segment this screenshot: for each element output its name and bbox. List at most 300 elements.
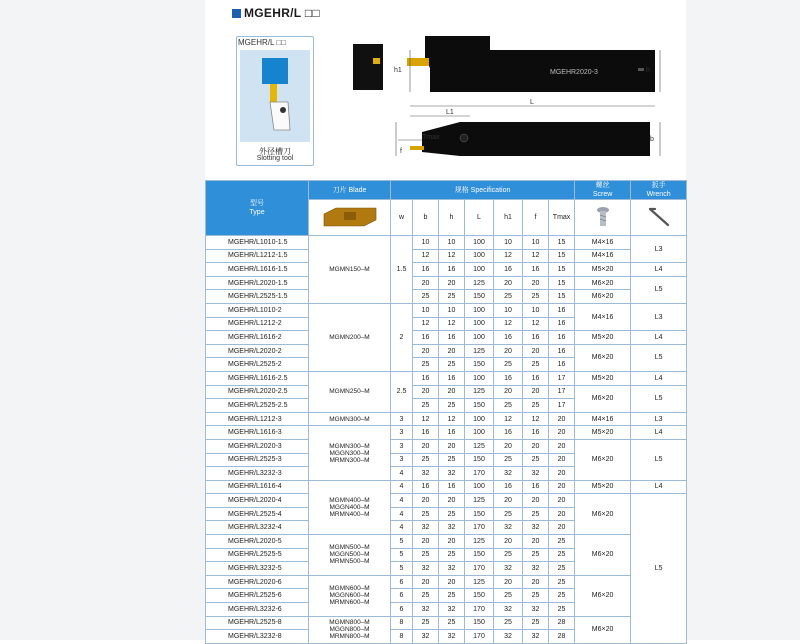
table-cell: M5×20 [575, 426, 631, 440]
table-cell: MGEHR/L3232-3 [206, 467, 309, 481]
table-cell: 25 [549, 562, 575, 576]
table-row [206, 385, 687, 399]
table-row [206, 236, 687, 250]
product-card-cn: 外径槽刀 [259, 147, 291, 156]
table-cell: L5 [631, 385, 687, 412]
table-cell: L4 [631, 426, 687, 440]
table-cell: MGMN600–M MGGN600–M MRMN600–M [309, 575, 391, 616]
table-cell: 4 [391, 507, 413, 521]
table-cell: M6×20 [575, 575, 631, 616]
table-cell: MGEHR/L1616-2.5 [206, 371, 309, 385]
table-cell: 25 [413, 616, 439, 630]
end-view-holder [353, 44, 383, 90]
table-cell: 150 [465, 290, 494, 304]
table-cell: 32 [523, 562, 549, 576]
table-row [206, 263, 687, 277]
table-row [206, 535, 687, 549]
table-cell: 12 [523, 317, 549, 331]
table-cell: MGEHR/L2525-3 [206, 453, 309, 467]
table-cell: 16 [413, 371, 439, 385]
table-row [206, 412, 687, 426]
dim-b: b [650, 136, 654, 143]
table-cell: 6 [391, 603, 413, 617]
table-cell: 20 [439, 385, 465, 399]
table-cell: M6×20 [575, 439, 631, 480]
table-cell: MGEHR/L1616-4 [206, 480, 309, 494]
table-cell: 8 [391, 630, 413, 644]
title-square-icon [232, 9, 241, 18]
table-cell: 32 [439, 603, 465, 617]
table-cell: 20 [439, 276, 465, 290]
table-cell: 150 [465, 616, 494, 630]
table-cell: 20 [549, 453, 575, 467]
table-cell: MGEHR/L1616-2 [206, 331, 309, 345]
table-cell: 4 [391, 494, 413, 508]
table-cell: 16 [494, 331, 523, 345]
table-cell: 3 [391, 412, 413, 426]
table-cell: MGEHR/L1010-1.5 [206, 236, 309, 250]
table-cell: 32 [523, 603, 549, 617]
table-cell: MGEHR/L1616-1.5 [206, 263, 309, 277]
table-cell: 150 [465, 548, 494, 562]
table-cell: M6×20 [575, 276, 631, 290]
table-row [206, 426, 687, 440]
table-cell: 150 [465, 589, 494, 603]
blade-insert-icon [322, 206, 378, 228]
table-cell: 10 [413, 236, 439, 250]
technical-drawing [350, 28, 670, 178]
table-row [206, 290, 687, 304]
table-cell: 16 [413, 331, 439, 345]
table-cell: 100 [465, 480, 494, 494]
table-cell: 32 [494, 467, 523, 481]
header-screw: 螺丝 Screw [575, 181, 631, 200]
table-cell: 20 [549, 467, 575, 481]
table-cell: 20 [549, 412, 575, 426]
table-cell: MGEHR/L2020-3 [206, 439, 309, 453]
table-cell: 150 [465, 507, 494, 521]
table-cell: 25 [494, 358, 523, 372]
table-cell: 100 [465, 412, 494, 426]
page-title-text: MGEHR/L □□ [244, 6, 320, 20]
table-cell: L3 [631, 236, 687, 263]
table-cell: 2.5 [391, 371, 413, 412]
table-cell: 25 [523, 616, 549, 630]
workpiece-shape [262, 58, 288, 84]
table-cell: 2 [391, 303, 413, 371]
table-cell: MGMN200–M [309, 303, 391, 371]
table-cell: 170 [465, 521, 494, 535]
table-cell: 20 [494, 535, 523, 549]
table-cell: 32 [413, 562, 439, 576]
table-cell: 3 [391, 426, 413, 440]
table-cell: 20 [494, 575, 523, 589]
table-cell: 16 [494, 426, 523, 440]
table-cell: 100 [465, 249, 494, 263]
table-cell: 4 [391, 521, 413, 535]
table-cell: 25 [523, 507, 549, 521]
table-cell: 20 [439, 535, 465, 549]
holder-marking: MGEHR2020-3 [550, 69, 598, 76]
table-cell: 16 [549, 344, 575, 358]
table-cell: 25 [549, 548, 575, 562]
table-cell: L4 [631, 331, 687, 345]
table-cell: 20 [439, 575, 465, 589]
table-cell: 20 [413, 344, 439, 358]
table-cell: 12 [439, 249, 465, 263]
wrench-image-cell [631, 200, 687, 236]
table-cell: MGMN300–M MGGN300–M MRMN300–M [309, 426, 391, 480]
table-cell: 20 [523, 344, 549, 358]
table-cell: MGEHR/L3232-5 [206, 562, 309, 576]
table-row [206, 249, 687, 263]
table-cell: 16 [523, 263, 549, 277]
product-card-image [240, 50, 310, 142]
table-cell: 12 [439, 412, 465, 426]
table-cell: 25 [413, 453, 439, 467]
table-cell: 16 [439, 426, 465, 440]
dim-f: f [400, 148, 402, 155]
table-cell: M4×16 [575, 236, 631, 250]
table-cell: 20 [494, 494, 523, 508]
page-margin-left [0, 0, 205, 640]
product-card-title: MGEHR/L □□ [238, 38, 287, 47]
table-cell: 16 [523, 371, 549, 385]
table-cell: 12 [494, 317, 523, 331]
table-cell: 20 [494, 385, 523, 399]
table-cell: 20 [523, 385, 549, 399]
table-cell: 16 [494, 371, 523, 385]
header-h: h [439, 200, 465, 236]
table-cell: 25 [549, 589, 575, 603]
table-cell: 32 [413, 521, 439, 535]
table-cell: 25 [413, 548, 439, 562]
table-cell: MGEHR/L2525-2 [206, 358, 309, 372]
table-cell: 12 [523, 249, 549, 263]
table-cell: 32 [523, 630, 549, 644]
table-cell: 32 [523, 467, 549, 481]
table-cell: 20 [413, 439, 439, 453]
table-cell: 25 [494, 548, 523, 562]
table-cell: 25 [549, 603, 575, 617]
table-cell: L4 [631, 480, 687, 494]
table-cell: 20 [413, 535, 439, 549]
table-cell: 100 [465, 331, 494, 345]
table-cell: 3 [391, 439, 413, 453]
table-cell: 28 [549, 630, 575, 644]
table-cell: 32 [494, 630, 523, 644]
table-cell: 20 [549, 439, 575, 453]
blade-image-cell [309, 200, 391, 236]
table-cell: MGMN250–M [309, 371, 391, 412]
table-cell: 25 [413, 589, 439, 603]
table-cell: 20 [439, 494, 465, 508]
table-cell: 16 [523, 426, 549, 440]
table-cell: 12 [413, 249, 439, 263]
table-cell: MGEHR/L3232-8 [206, 630, 309, 644]
table-cell: 20 [549, 426, 575, 440]
table-cell: MGMN500–M MGGN500–M MRMN500–M [309, 535, 391, 576]
table-cell: 25 [413, 358, 439, 372]
table-cell: L5 [631, 494, 687, 644]
table-cell: 20 [413, 276, 439, 290]
table-cell: 25 [439, 589, 465, 603]
table-cell: L4 [631, 263, 687, 277]
table-cell: 100 [465, 236, 494, 250]
table-row [206, 494, 687, 508]
table-cell: 25 [439, 358, 465, 372]
table-cell: 25 [494, 507, 523, 521]
table-row [206, 480, 687, 494]
table-cell: 32 [494, 521, 523, 535]
table-cell: 20 [439, 344, 465, 358]
table-cell: 25 [413, 290, 439, 304]
table-cell: 25 [413, 507, 439, 521]
table-cell: 16 [439, 331, 465, 345]
table-cell: 17 [549, 385, 575, 399]
table-row [206, 439, 687, 453]
table-cell: 16 [439, 263, 465, 277]
table-cell: 20 [494, 276, 523, 290]
table-cell: 17 [549, 371, 575, 385]
table-cell: MGEHR/L1212-3 [206, 412, 309, 426]
table-cell: 10 [439, 236, 465, 250]
table-cell: 150 [465, 399, 494, 413]
dim-tmax: Tmax [422, 134, 440, 141]
table-cell: L3 [631, 412, 687, 426]
table-cell: 15 [549, 249, 575, 263]
table-cell: 25 [549, 575, 575, 589]
table-cell: 16 [549, 317, 575, 331]
table-cell: M4×16 [575, 412, 631, 426]
table-cell: 16 [413, 426, 439, 440]
table-cell: 32 [413, 630, 439, 644]
table-cell: 25 [523, 548, 549, 562]
table-cell: 20 [549, 507, 575, 521]
table-cell: MGEHR/L2020-4 [206, 494, 309, 508]
header-w: w [391, 200, 413, 236]
table-cell: 16 [523, 331, 549, 345]
table-cell: 20 [523, 535, 549, 549]
table-cell: M6×20 [575, 290, 631, 304]
table-cell: 12 [494, 249, 523, 263]
table-row [206, 344, 687, 358]
table-cell: 20 [523, 439, 549, 453]
table-cell: MGMN300–M [309, 412, 391, 426]
table-cell: M6×20 [575, 344, 631, 371]
table-cell: 32 [439, 467, 465, 481]
table-cell: M6×20 [575, 385, 631, 412]
table-cell: 32 [439, 562, 465, 576]
side-view-screw [460, 134, 468, 142]
table-cell: 32 [439, 521, 465, 535]
table-cell: 15 [549, 276, 575, 290]
table-cell: 4 [391, 467, 413, 481]
table-cell: MGEHR/L2020-5 [206, 535, 309, 549]
table-cell: MGEHR/L1212-2 [206, 317, 309, 331]
table-cell: MGEHR/L2525-2.5 [206, 399, 309, 413]
table-cell: 10 [523, 303, 549, 317]
wrench-icon [646, 206, 672, 228]
table-cell: 170 [465, 562, 494, 576]
holder-slot [638, 68, 644, 71]
table-cell: 16 [413, 480, 439, 494]
table-cell: 20 [549, 494, 575, 508]
table-cell: 5 [391, 548, 413, 562]
table-cell: 25 [413, 399, 439, 413]
header-blade: 刀片 Blade [309, 181, 391, 200]
table-cell: 25 [523, 399, 549, 413]
table-cell: 10 [494, 303, 523, 317]
table-cell: 20 [523, 494, 549, 508]
table-cell: MGEHR/L3232-4 [206, 521, 309, 535]
table-cell: 25 [523, 453, 549, 467]
spec-table [205, 180, 687, 644]
table-cell: 20 [494, 344, 523, 358]
table-cell: 16 [549, 303, 575, 317]
table-cell: 5 [391, 535, 413, 549]
table-cell: M5×20 [575, 480, 631, 494]
table-cell: 150 [465, 358, 494, 372]
table-cell: 20 [549, 521, 575, 535]
table-cell: 10 [439, 303, 465, 317]
table-cell: MGEHR/L2020-2 [206, 344, 309, 358]
table-cell: MGEHR/L2525-4 [206, 507, 309, 521]
table-cell: 15 [549, 263, 575, 277]
table-cell: MGEHR/L2020-1.5 [206, 276, 309, 290]
table-cell: 12 [523, 412, 549, 426]
page-title [232, 6, 320, 20]
table-cell: 170 [465, 630, 494, 644]
table-cell: 20 [413, 494, 439, 508]
table-cell: 25 [439, 453, 465, 467]
table-cell: MGEHR/L2525-8 [206, 616, 309, 630]
table-cell: 10 [494, 236, 523, 250]
table-cell: MGEHR/L2525-6 [206, 589, 309, 603]
table-row [206, 303, 687, 317]
header-tmax: Tmax [549, 200, 575, 236]
table-cell: 20 [549, 480, 575, 494]
table-cell: 25 [494, 399, 523, 413]
table-cell: 25 [523, 290, 549, 304]
table-cell: 16 [494, 480, 523, 494]
table-row [206, 575, 687, 589]
table-cell: 1.5 [391, 236, 413, 304]
table-cell: M4×16 [575, 303, 631, 330]
table-cell: 16 [549, 358, 575, 372]
table-cell: M5×20 [575, 331, 631, 345]
table-cell: L4 [631, 371, 687, 385]
screw-shape [280, 107, 286, 113]
table-cell: M6×20 [575, 535, 631, 576]
table-row [206, 371, 687, 385]
header-L: L [465, 200, 494, 236]
table-cell: 32 [413, 467, 439, 481]
table-cell: 12 [413, 317, 439, 331]
dim-h1: h1 [394, 67, 402, 74]
table-cell: 100 [465, 426, 494, 440]
dim-h: h [646, 67, 650, 74]
table-row [206, 616, 687, 630]
table-cell: 12 [439, 317, 465, 331]
table-cell: 6 [391, 589, 413, 603]
table-cell: 25 [523, 589, 549, 603]
table-row [206, 276, 687, 290]
table-cell: 28 [549, 616, 575, 630]
table-cell: 100 [465, 317, 494, 331]
table-cell: MGEHR/L2525-1.5 [206, 290, 309, 304]
table-cell: M5×20 [575, 263, 631, 277]
table-cell: 125 [465, 276, 494, 290]
table-cell: MGEHR/L2020-6 [206, 575, 309, 589]
table-cell: 3 [391, 453, 413, 467]
table-row [206, 331, 687, 345]
header-spec: 规格 Specification [391, 181, 575, 200]
table-cell: 25 [494, 616, 523, 630]
table-cell: 10 [413, 303, 439, 317]
table-cell: 32 [523, 521, 549, 535]
table-cell: 20 [523, 276, 549, 290]
table-cell: L3 [631, 303, 687, 330]
table-cell: 25 [549, 535, 575, 549]
table-cell: 125 [465, 385, 494, 399]
table-cell: 20 [439, 439, 465, 453]
table-cell: 17 [549, 399, 575, 413]
table-cell: 125 [465, 439, 494, 453]
table-cell: 125 [465, 344, 494, 358]
table-cell: 8 [391, 616, 413, 630]
side-view-insert [410, 146, 424, 150]
table-cell: 15 [549, 236, 575, 250]
table-cell: 20 [413, 575, 439, 589]
page-margin-right [686, 0, 800, 640]
insert-shape [270, 84, 277, 104]
table-cell: MGEHR/L2020-2.5 [206, 385, 309, 399]
table-cell: 16 [439, 480, 465, 494]
table-cell: 170 [465, 603, 494, 617]
header-wrench: 扳手 Wrench [631, 181, 687, 200]
table-cell: 32 [413, 603, 439, 617]
table-cell: L5 [631, 276, 687, 303]
table-cell: 125 [465, 575, 494, 589]
table-cell: 25 [439, 548, 465, 562]
header-b: b [413, 200, 439, 236]
table-cell: 25 [494, 290, 523, 304]
table-cell: 150 [465, 453, 494, 467]
screw-image-cell [575, 200, 631, 236]
side-view-holder [422, 122, 650, 156]
table-cell: 25 [439, 290, 465, 304]
table-cell: MGEHR/L3232-6 [206, 603, 309, 617]
table-cell: 32 [494, 603, 523, 617]
table-cell: MGMN800–M MGGN800–M MRMN800–M [309, 616, 391, 643]
table-cell: 12 [494, 412, 523, 426]
table-cell: 25 [439, 616, 465, 630]
table-cell: 100 [465, 263, 494, 277]
table-cell: 12 [413, 412, 439, 426]
header-f: f [523, 200, 549, 236]
table-cell: MGMN400–M MGGN400–M MRMN400–M [309, 480, 391, 534]
table-cell: 25 [439, 507, 465, 521]
table-cell: 100 [465, 303, 494, 317]
product-card-en: Slotting tool [256, 155, 294, 162]
slotting-tool-illustration [240, 50, 310, 142]
dim-L1: L1 [446, 109, 454, 116]
table-cell: 6 [391, 575, 413, 589]
dim-L: L [530, 99, 534, 106]
table-cell: 32 [439, 630, 465, 644]
table-cell: 125 [465, 494, 494, 508]
